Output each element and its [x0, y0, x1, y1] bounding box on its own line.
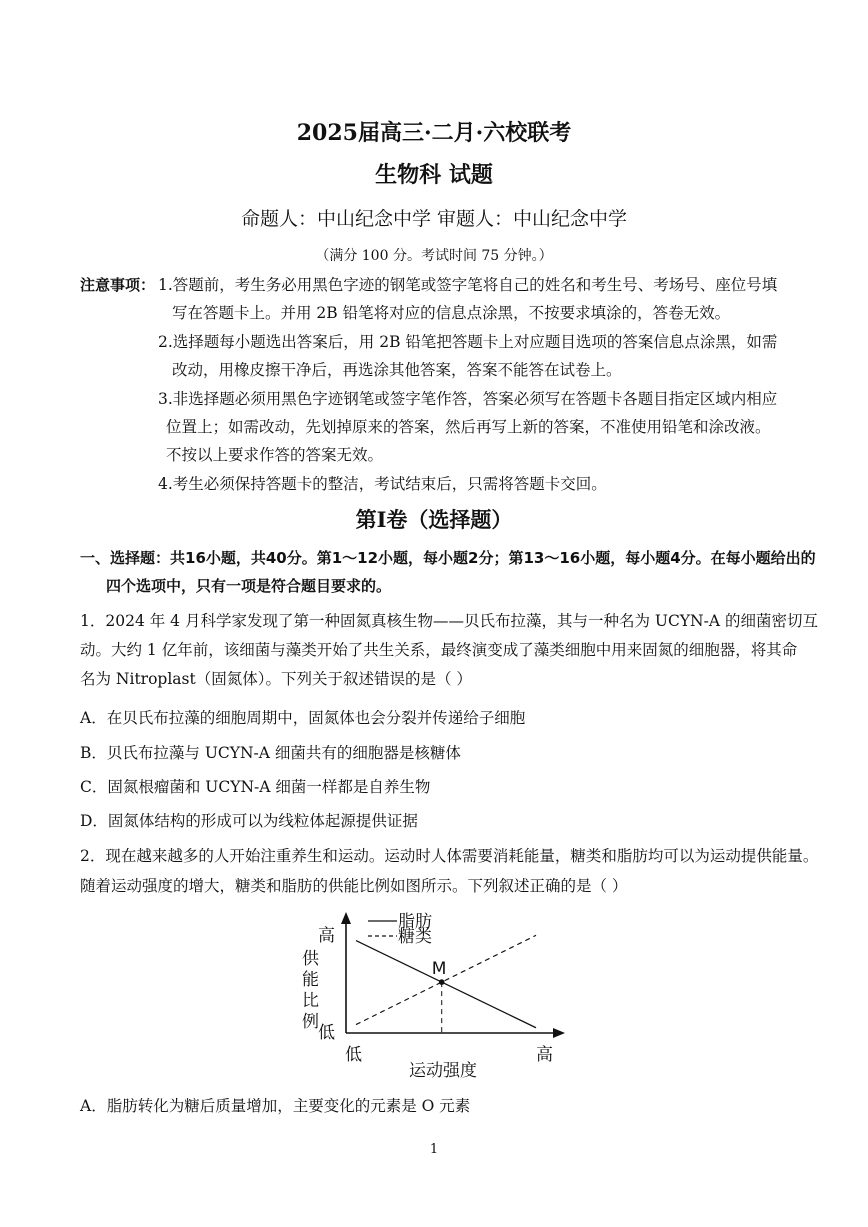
notice-line-5: 3.非选择题必须用黑色字迹钢笔或签字笔作答，答案必须写在答题卡各题目指定区域内相应 — [158, 390, 778, 408]
q1-stem-line-1: 1．2024 年 4 月科学家发现了第一种固氮真核生物——贝氏布拉藻，其与一种名为 UCYN-A 的细菌密切互 — [80, 612, 818, 630]
authors-line: 命题人：中山纪念中学 审题人：中山纪念中学 — [240, 208, 628, 230]
q2-stem-line-2: 随着运动强度的增大，糖类和脂肪的供能比例如图所示。下列叙述正确的是（ ） — [80, 877, 628, 895]
q2-stem-line-1: 2．现在越来越多的人开始注重养生和运动。运动时人体需要消耗能量，糖类和脂肪均可以为运动提供能量。 — [80, 847, 819, 865]
series-line-fat — [356, 941, 536, 1028]
section-title: 第Ⅰ卷（选择题） — [355, 507, 513, 532]
notice-line-2: 写在答题卡上。并用 2B 铅笔将对应的信息点涂黑，不按要求填涂的，答卷无效。 — [172, 304, 731, 322]
x-tick-high: 高 — [536, 1045, 553, 1065]
y-tick-high: 高 — [318, 926, 335, 946]
q1-option-b: B．贝氏布拉藻与 UCYN-A 细菌共有的细胞器是核糖体 — [80, 744, 461, 762]
y-axis-arrow — [341, 912, 351, 924]
intersection-point — [439, 979, 445, 985]
exam-title: 2025届高三·二月·六校联考 — [296, 120, 572, 146]
section-instruction-2: 四个选项中，只有一项是符合题目要求的。 — [106, 577, 392, 595]
legend-label-sugar: 糖类 — [398, 927, 432, 947]
legend-label-fat: 脂肪 — [398, 912, 432, 932]
energy-ratio-chart — [290, 908, 580, 1083]
intersection-label: M — [431, 959, 447, 980]
notice-line-3: 2.选择题每小题选出答案后，用 2B 铅笔把答题卡上对应题目选项的答案信息点涂黑，如需 — [158, 333, 778, 351]
y-axis-label: 供 能 比 例 — [302, 949, 319, 1032]
q1-option-a: A．在贝氏布拉藻的细胞周期中，固氮体也会分裂并传递给子细胞 — [80, 709, 526, 727]
series-line-sugar — [356, 935, 536, 1024]
q1-option-c: C．固氮根瘤菌和 UCYN-A 细菌一样都是自养生物 — [80, 778, 431, 796]
page-number: 1 — [429, 1142, 439, 1157]
q2-option-a: A．脂肪转化为糖后质量增加，主要变化的元素是 O 元素 — [80, 1097, 471, 1115]
notice-line-8: 4.考生必须保持答题卡的整洁，考试结束后，只需将答题卡交回。 — [158, 475, 607, 493]
notice-line-7: 不按以上要求作答的答案无效。 — [166, 446, 384, 464]
notice-label: 注意事项： — [80, 276, 156, 294]
y-tick-low: 低 — [318, 1023, 335, 1043]
subject-title: 生物科 试题 — [375, 162, 493, 188]
notice-line-4: 改动，用橡皮擦干净后，再选涂其他答案，答案不能答在试卷上。 — [172, 361, 622, 379]
x-axis-arrow — [553, 1028, 565, 1038]
q1-stem-line-2: 动。大约 1 亿年前，该细菌与藻类开始了共生关系，最终演变成了藻类细胞中用来固氮的细胞器，将其命 — [80, 641, 798, 659]
x-tick-low: 低 — [345, 1045, 362, 1065]
x-axis-label: 运动强度 — [409, 1061, 477, 1081]
score-time-line: （满分 100 分。考试时间 75 分钟。） — [315, 248, 553, 264]
notice-line-6: 位置上；如需改动，先划掉原来的答案，然后再写上新的答案，不准使用铅笔和涂改液。 — [166, 418, 771, 436]
q1-option-d: D．固氮体结构的形成可以为线粒体起源提供证据 — [80, 812, 418, 830]
section-instruction-1: 一、选择题：共16小题，共40分。第1～12小题，每小题2分；第13～16小题，每小题4分。在每小题给出的 — [80, 549, 816, 567]
q1-stem-line-3: 名为 Nitroplast（固氮体）。下列关于叙述错误的是（ ） — [80, 670, 472, 688]
notice-line-1: 1.答题前，考生务必用黑色字迹的钢笔或签字笔将自己的姓名和考生号、考场号、座位号填 — [158, 276, 778, 294]
